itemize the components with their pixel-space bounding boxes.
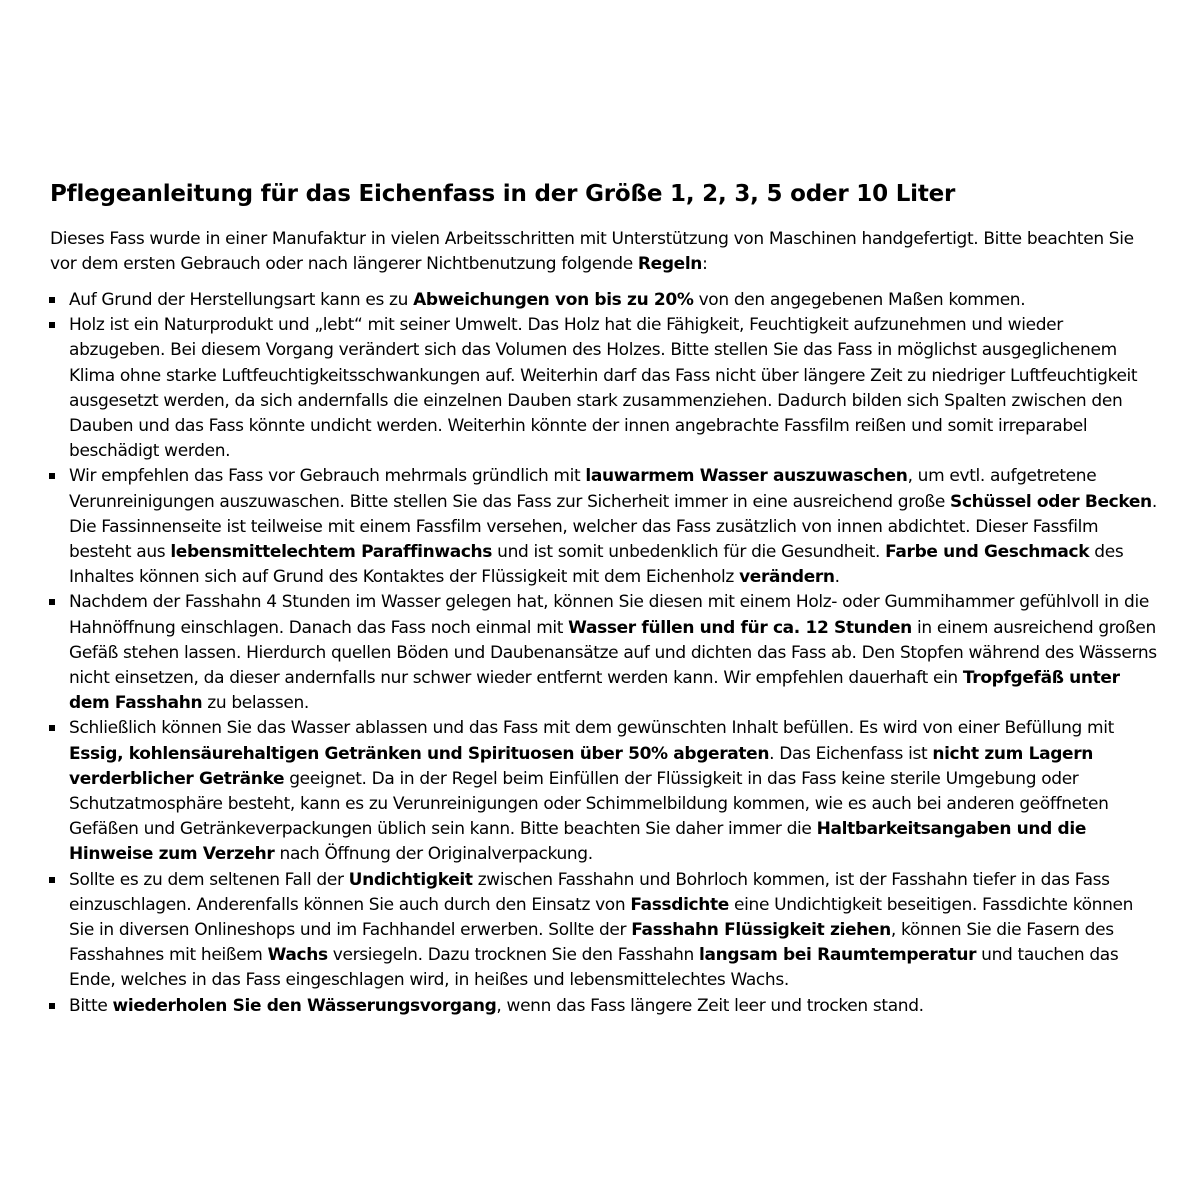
list-item: Sollte es zu dem seltenen Fall der Undichtigkeit zwischen Fasshahn und Bohrloch kommen, ist der Fasshahn tiefer in das Fass einzuschlagen. Anderenfalls können Sie auch durch den Einsatz von Fassdichte eine Undichtigkeit beseitigen. Fassdichte können Sie in diversen Onlineshops und im Fachhandel erwerben. Sollte der Fasshahn Flüssigkeit ziehen, können Sie die Fasern des Fasshahnes mit heißem Wachs versiegeln. Dazu trocknen Sie den Fasshahn langsam bei Raumtemperatur und tauchen das Ende, welches in das Fass eingeschlagen wird, in heißes und lebensmittelechtes Wachs. [50,868,1162,994]
bullet-icon [49,297,55,303]
intro-paragraph: Dieses Fass wurde in einer Manufaktur in vielen Arbeitsschritten mit Unterstützung von Maschinen handgefertigt. Bitte beachten Sie vor dem ersten Gebrauch oder nach längerer Nichtbenutzung folgende Regeln: [50,229,1134,274]
list-item: Auf Grund der Herstellungsart kann es zu Abweichungen von bis zu 20% von den angegebenen Maßen kommen. [50,288,1162,313]
bullet-icon [49,322,55,328]
rules-list [50,288,1162,1019]
bullet-icon [49,725,55,731]
bullet-icon [49,1003,55,1009]
bullet-icon [49,599,55,605]
document-title: Pflegeanleitung für das Eichenfass in der Größe 1, 2, 3, 5 oder 10 Liter [50,181,956,207]
list-item: Holz ist ein Naturprodukt und „lebt“ mit seiner Umwelt. Das Holz hat die Fähigkeit, Feuchtigkeit aufzunehmen und wieder abzugeben. Bei diesem Vorgang verändert sich das Volumen des Holzes. Bitte stellen Sie das Fass in möglichst ausgeglichenem Klima ohne starke Luftfeuchtigkeitsschwankungen auf. Weiterhin darf das Fass nicht über längere Zeit zu niedriger Luftfeuchtigkeit ausgesetzt werden, da sich andernfalls die einzelnen Dauben stark zusammenziehen. Dadurch bilden sich Spalten zwischen den Dauben und das Fass könnte undicht werden. Weiterhin könnte der innen angebrachte Fassfilm reißen und somit irreparabel beschädigt werden. [50,313,1162,464]
list-item: Schließlich können Sie das Wasser ablassen und das Fass mit dem gewünschten Inhalt befüllen. Es wird von einer Befüllung mit Essig, kohlensäurehaltigen Getränken und Spirituosen über 50% abgeraten. Das Eichenfass ist nicht zum Lagern verderblicher Getränke geeignet. Da in der Regel beim Einfüllen der Flüssigkeit in das Fass keine sterile Umgebung oder Schutzatmosphäre besteht, kann es zu Verunreinigungen oder Schimmelbildung kommen, wie es auch bei anderen geöffneten Gefäßen und Getränkeverpackungen üblich sein kann. Bitte beachten Sie daher immer die Haltbarkeitsangaben und die Hinweise zum Verzehr nach Öffnung der Originalverpackung. [50,716,1162,867]
list-item: Bitte wiederholen Sie den Wässerungsvorgang, wenn das Fass längere Zeit leer und trocken stand. [50,994,1162,1019]
list-item: Wir empfehlen das Fass vor Gebrauch mehrmals gründlich mit lauwarmem Wasser auszuwaschen, um evtl. aufgetretene Verunreinigungen auszuwaschen. Bitte stellen Sie das Fass zur Sicherheit immer in eine ausreichend große Schüssel oder Becken. Die Fassinnenseite ist teilweise mit einem Fassfilm versehen, welcher das Fass zusätzlich von innen abdichtet. Dieser Fassfilm besteht aus lebensmittelechtem Paraffinwachs und ist somit unbedenklich für die Gesundheit. Farbe und Geschmack des Inhaltes können sich auf Grund des Kontaktes der Flüssigkeit mit dem Eichenholz verändern. [50,464,1162,590]
list-item: Nachdem der Fasshahn 4 Stunden im Wasser gelegen hat, können Sie diesen mit einem Holz- oder Gummihammer gefühlvoll in die Hahnöffnung einschlagen. Danach das Fass noch einmal mit Wasser füllen und für ca. 12 Stunden in einem ausreichend großen Gefäß stehen lassen. Hierdurch quellen Böden und Daubenansätze auf und dichten das Fass ab. Den Stopfen während des Wässerns nicht einsetzen, da dieser andernfalls nur schwer wieder entfernt werden kann. Wir empfehlen dauerhaft ein Tropfgefäß unter dem Fasshahn zu belassen. [50,590,1162,716]
care-instructions-document [50,178,1162,1019]
bullet-icon [49,877,55,883]
bullet-icon [49,473,55,479]
